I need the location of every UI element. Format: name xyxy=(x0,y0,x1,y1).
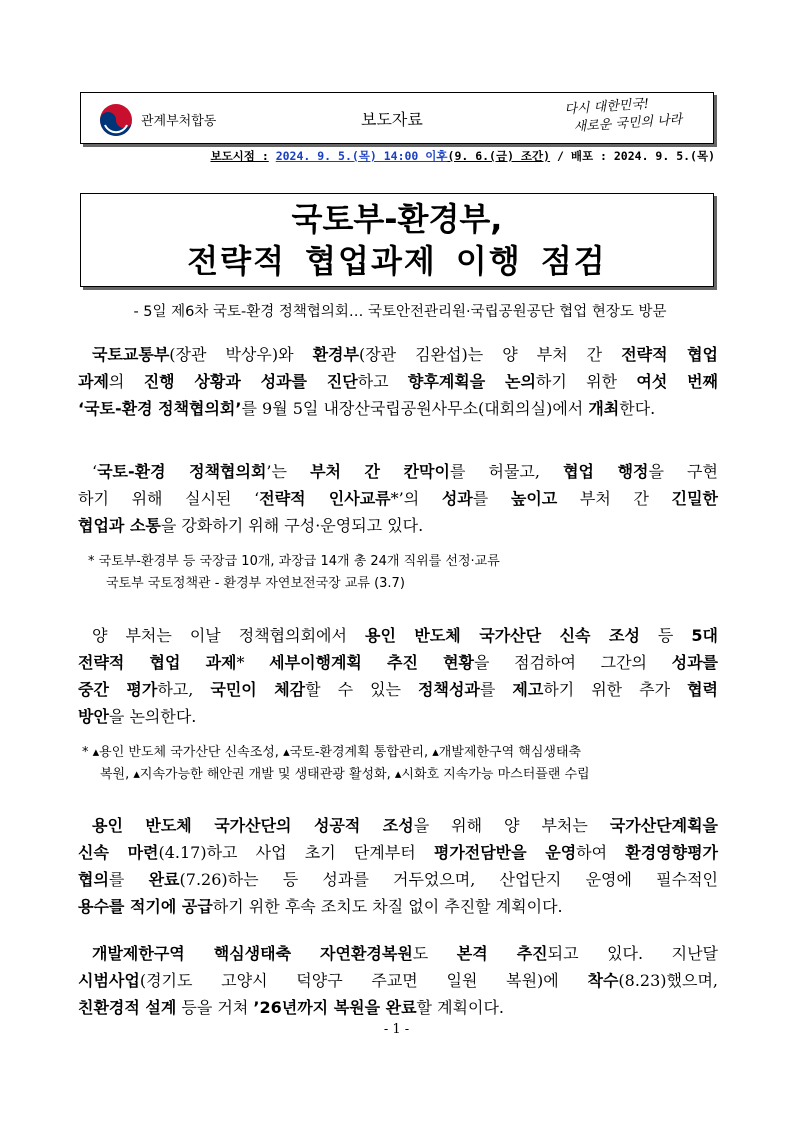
p5-line xyxy=(78,967,718,994)
p3-line xyxy=(78,703,718,730)
emphasis-text: 환경영향평가 xyxy=(625,843,719,862)
body-text: 등 xyxy=(639,626,692,645)
body-text: *’의 xyxy=(390,489,442,508)
body-text: 를 9월 5일 내장산국립공원사무소(대회의실)에서 xyxy=(241,399,589,418)
release-datetime: 2024. 9. 5.(목) 14:00 이후 xyxy=(275,149,448,163)
body-text: 을 강화하기 위해 구성·운영되고 있다. xyxy=(160,516,424,535)
page-number: - 1 - xyxy=(383,1022,410,1037)
emphasis-text: 긴밀한 xyxy=(671,489,718,508)
release-label: 보도시점 : xyxy=(210,149,269,163)
emphasis-text: 친환경적 설계 xyxy=(78,998,177,1017)
emphasis-text: 완료 xyxy=(148,870,180,889)
footnote-2 xyxy=(82,742,722,786)
paragraph-5 xyxy=(78,940,718,1021)
body-text: 를 xyxy=(472,489,511,508)
paragraph-3 xyxy=(78,622,718,730)
body-text: 되고 있다. 지난달 xyxy=(547,944,718,963)
emphasis-text: 향후계획을 논의 xyxy=(407,372,536,391)
body-text: 하기 위해 실시된 ‘ xyxy=(78,489,260,508)
emphasis-text: 방안 xyxy=(78,707,109,726)
doc-type: 보도자료 xyxy=(361,110,423,129)
title-line1: 국토부-환경부, xyxy=(291,200,503,238)
body-text: 하고 xyxy=(357,372,408,391)
p4-line xyxy=(78,893,718,920)
body-text: 을 위해 양 부처는 xyxy=(413,816,610,835)
emphasis-text: 진행 상황과 성과를 진단 xyxy=(143,372,358,391)
body-text: 을 점검하여 그간의 xyxy=(474,653,672,672)
emphasis-text: 시범사업 xyxy=(78,971,140,990)
emphasis-text: ’26년까지 복원을 완료 xyxy=(253,998,417,1017)
emphasis-text: 개최 xyxy=(588,399,620,418)
body-text: ‘ xyxy=(92,462,98,481)
government-logo-icon xyxy=(99,103,133,137)
footnote-1-line2: 국토부 국토정책관 - 환경부 자연보전국장 교류 (3.7) xyxy=(106,576,405,591)
p4-line xyxy=(78,839,718,866)
p2-line xyxy=(78,512,718,539)
emphasis-text: 국토-환경 정책협의회 xyxy=(97,462,267,481)
emphasis-text: 성과를 xyxy=(671,653,719,672)
body-text: 을 논의한다. xyxy=(108,707,197,726)
emphasis-text: 협력 xyxy=(687,680,718,699)
emphasis-text: 용인 반도체 국가산단의 성공적 조성 xyxy=(92,816,414,835)
emphasis-text: 본격 추진 xyxy=(456,944,548,963)
p5-line xyxy=(78,994,718,1021)
p3-line xyxy=(78,622,718,649)
release-info xyxy=(210,148,715,164)
body-text: 하여 xyxy=(576,843,626,862)
p2-line xyxy=(78,485,718,512)
release-paper: (9. 6.(금) 조간) xyxy=(447,149,551,163)
p1-line xyxy=(78,395,718,422)
body-text: (경기도 고양시 덕양구 주교면 일원 복원)에 xyxy=(139,971,588,990)
emphasis-text: 착수 xyxy=(587,971,619,990)
emphasis-text: 협의 xyxy=(78,870,109,889)
body-text: 한다. xyxy=(619,399,656,418)
body-text: 부처 간 xyxy=(557,489,672,508)
org-name: 관계부처합동 xyxy=(141,114,217,129)
emphasis-text: ‘국토-환경 정책협의회’ xyxy=(78,399,242,418)
emphasis-text: 개발제한구역 핵심생태축 자연환경복원 xyxy=(92,944,413,963)
body-text: ’는 xyxy=(266,462,311,481)
emphasis-text: 평가전담반을 운영 xyxy=(433,843,577,862)
emphasis-text: 정책성과 xyxy=(418,680,480,699)
body-text: 의 xyxy=(108,372,144,391)
emphasis-text: 신속 마련 xyxy=(78,843,159,862)
p1-line xyxy=(78,341,718,368)
body-text: (장관 김완섭)는 양 부처 간 xyxy=(358,345,622,364)
paragraph-4 xyxy=(78,812,718,920)
emphasis-text: 여섯 번째 xyxy=(636,372,719,391)
emphasis-text: 5대 xyxy=(691,626,718,645)
p2-line xyxy=(78,458,718,485)
body-text: (7.26)하는 등 성과를 거두었으며, 산업단지 운영에 필수적인 xyxy=(179,870,718,889)
emphasis-text: 세부이행계획 추진 현황 xyxy=(269,653,475,672)
body-text: 를 xyxy=(479,680,513,699)
emphasis-text: 용수를 적기에 공급 xyxy=(78,897,213,916)
footnote-2-line2: 복원, ▴지속가능한 해안권 개발 및 생태관광 활성화, ▴시화호 지속가능 마스터플랜 수립 xyxy=(100,767,590,782)
body-text: (4.17)하고 사업 초기 단계부터 xyxy=(158,843,434,862)
slogan-line2: 새로운 국민의 나라 xyxy=(573,112,683,135)
body-text: (장관 박상우)와 xyxy=(169,345,313,364)
emphasis-text: 협업 행정 xyxy=(563,462,649,481)
slogan-line1: 다시 대한민국! xyxy=(563,96,650,118)
body-text: 를 xyxy=(108,870,149,889)
body-text: 할 수 있는 xyxy=(305,680,419,699)
subtitle: - 5일 제6차 국토-환경 정책협의회… 국토안전관리원·국립공원공단 협업 현장도 방문 xyxy=(133,304,667,320)
body-text: 하기 위한 xyxy=(535,372,637,391)
title-line2: 전략적 협업과제 이행 점검 xyxy=(187,242,607,280)
emphasis-text: 용인 반도체 국가산단 신속 조성 xyxy=(364,626,640,645)
body-text: * xyxy=(236,653,270,672)
body-text: (8.23)했으며, xyxy=(618,971,718,990)
body-text: 양 부처는 이날 정책협의회에서 xyxy=(92,626,365,645)
body-text: 를 허물고, xyxy=(449,462,564,481)
emphasis-text: 전략적 협업 과제 xyxy=(78,653,237,672)
slogan xyxy=(564,93,696,138)
p5-line xyxy=(78,940,718,967)
emphasis-text: 국토교통부 xyxy=(92,345,170,364)
p4-line xyxy=(78,812,718,839)
p3-line xyxy=(78,649,718,676)
emphasis-text: 중간 평가 xyxy=(78,680,158,699)
body-text: 하기 위한 추가 xyxy=(543,680,688,699)
p4-line xyxy=(78,866,718,893)
emphasis-text: 부처 간 칸막이 xyxy=(310,462,450,481)
emphasis-text: 과제 xyxy=(78,372,109,391)
header-box xyxy=(80,92,714,144)
emphasis-text: 협업과 소통 xyxy=(78,516,161,535)
paragraph-1 xyxy=(78,341,718,422)
footnote-1-line1: * 국토부-환경부 등 국장급 10개, 과장급 14개 총 24개 직위를 선정·교류 xyxy=(88,554,500,569)
emphasis-text: 전략적 협업 xyxy=(621,345,718,364)
body-text: 도 xyxy=(412,944,457,963)
title-box xyxy=(80,193,714,287)
emphasis-text: 국가산단계획을 xyxy=(609,816,718,835)
emphasis-text: 전략적 인사교류 xyxy=(259,489,391,508)
paragraph-2 xyxy=(78,458,718,539)
release-sep: / xyxy=(557,149,564,163)
body-text: 을 구현 xyxy=(648,462,718,481)
p1-line xyxy=(78,368,718,395)
emphasis-text: 환경부 xyxy=(312,345,359,364)
footnote-2-line1: * ▴용인 반도체 국가산단 신속조성, ▴국토-환경계획 통합관리, ▴개발제한구역 핵심생태축 xyxy=(82,745,582,760)
body-text: 하고, xyxy=(157,680,211,699)
emphasis-text: 제고 xyxy=(512,680,544,699)
body-text: 등을 거쳐 xyxy=(176,998,254,1017)
footnote-1 xyxy=(88,551,728,595)
release-dist: 배포 : 2024. 9. 5.(목) xyxy=(570,149,715,163)
body-text: 할 계획이다. xyxy=(416,998,504,1017)
body-text: 하기 위한 후속 조치도 차질 없이 추진할 계획이다. xyxy=(212,897,563,916)
emphasis-text: 높이고 xyxy=(510,489,558,508)
emphasis-text: 국민이 체감 xyxy=(210,680,306,699)
emphasis-text: 성과 xyxy=(441,489,473,508)
p3-line xyxy=(78,676,718,703)
